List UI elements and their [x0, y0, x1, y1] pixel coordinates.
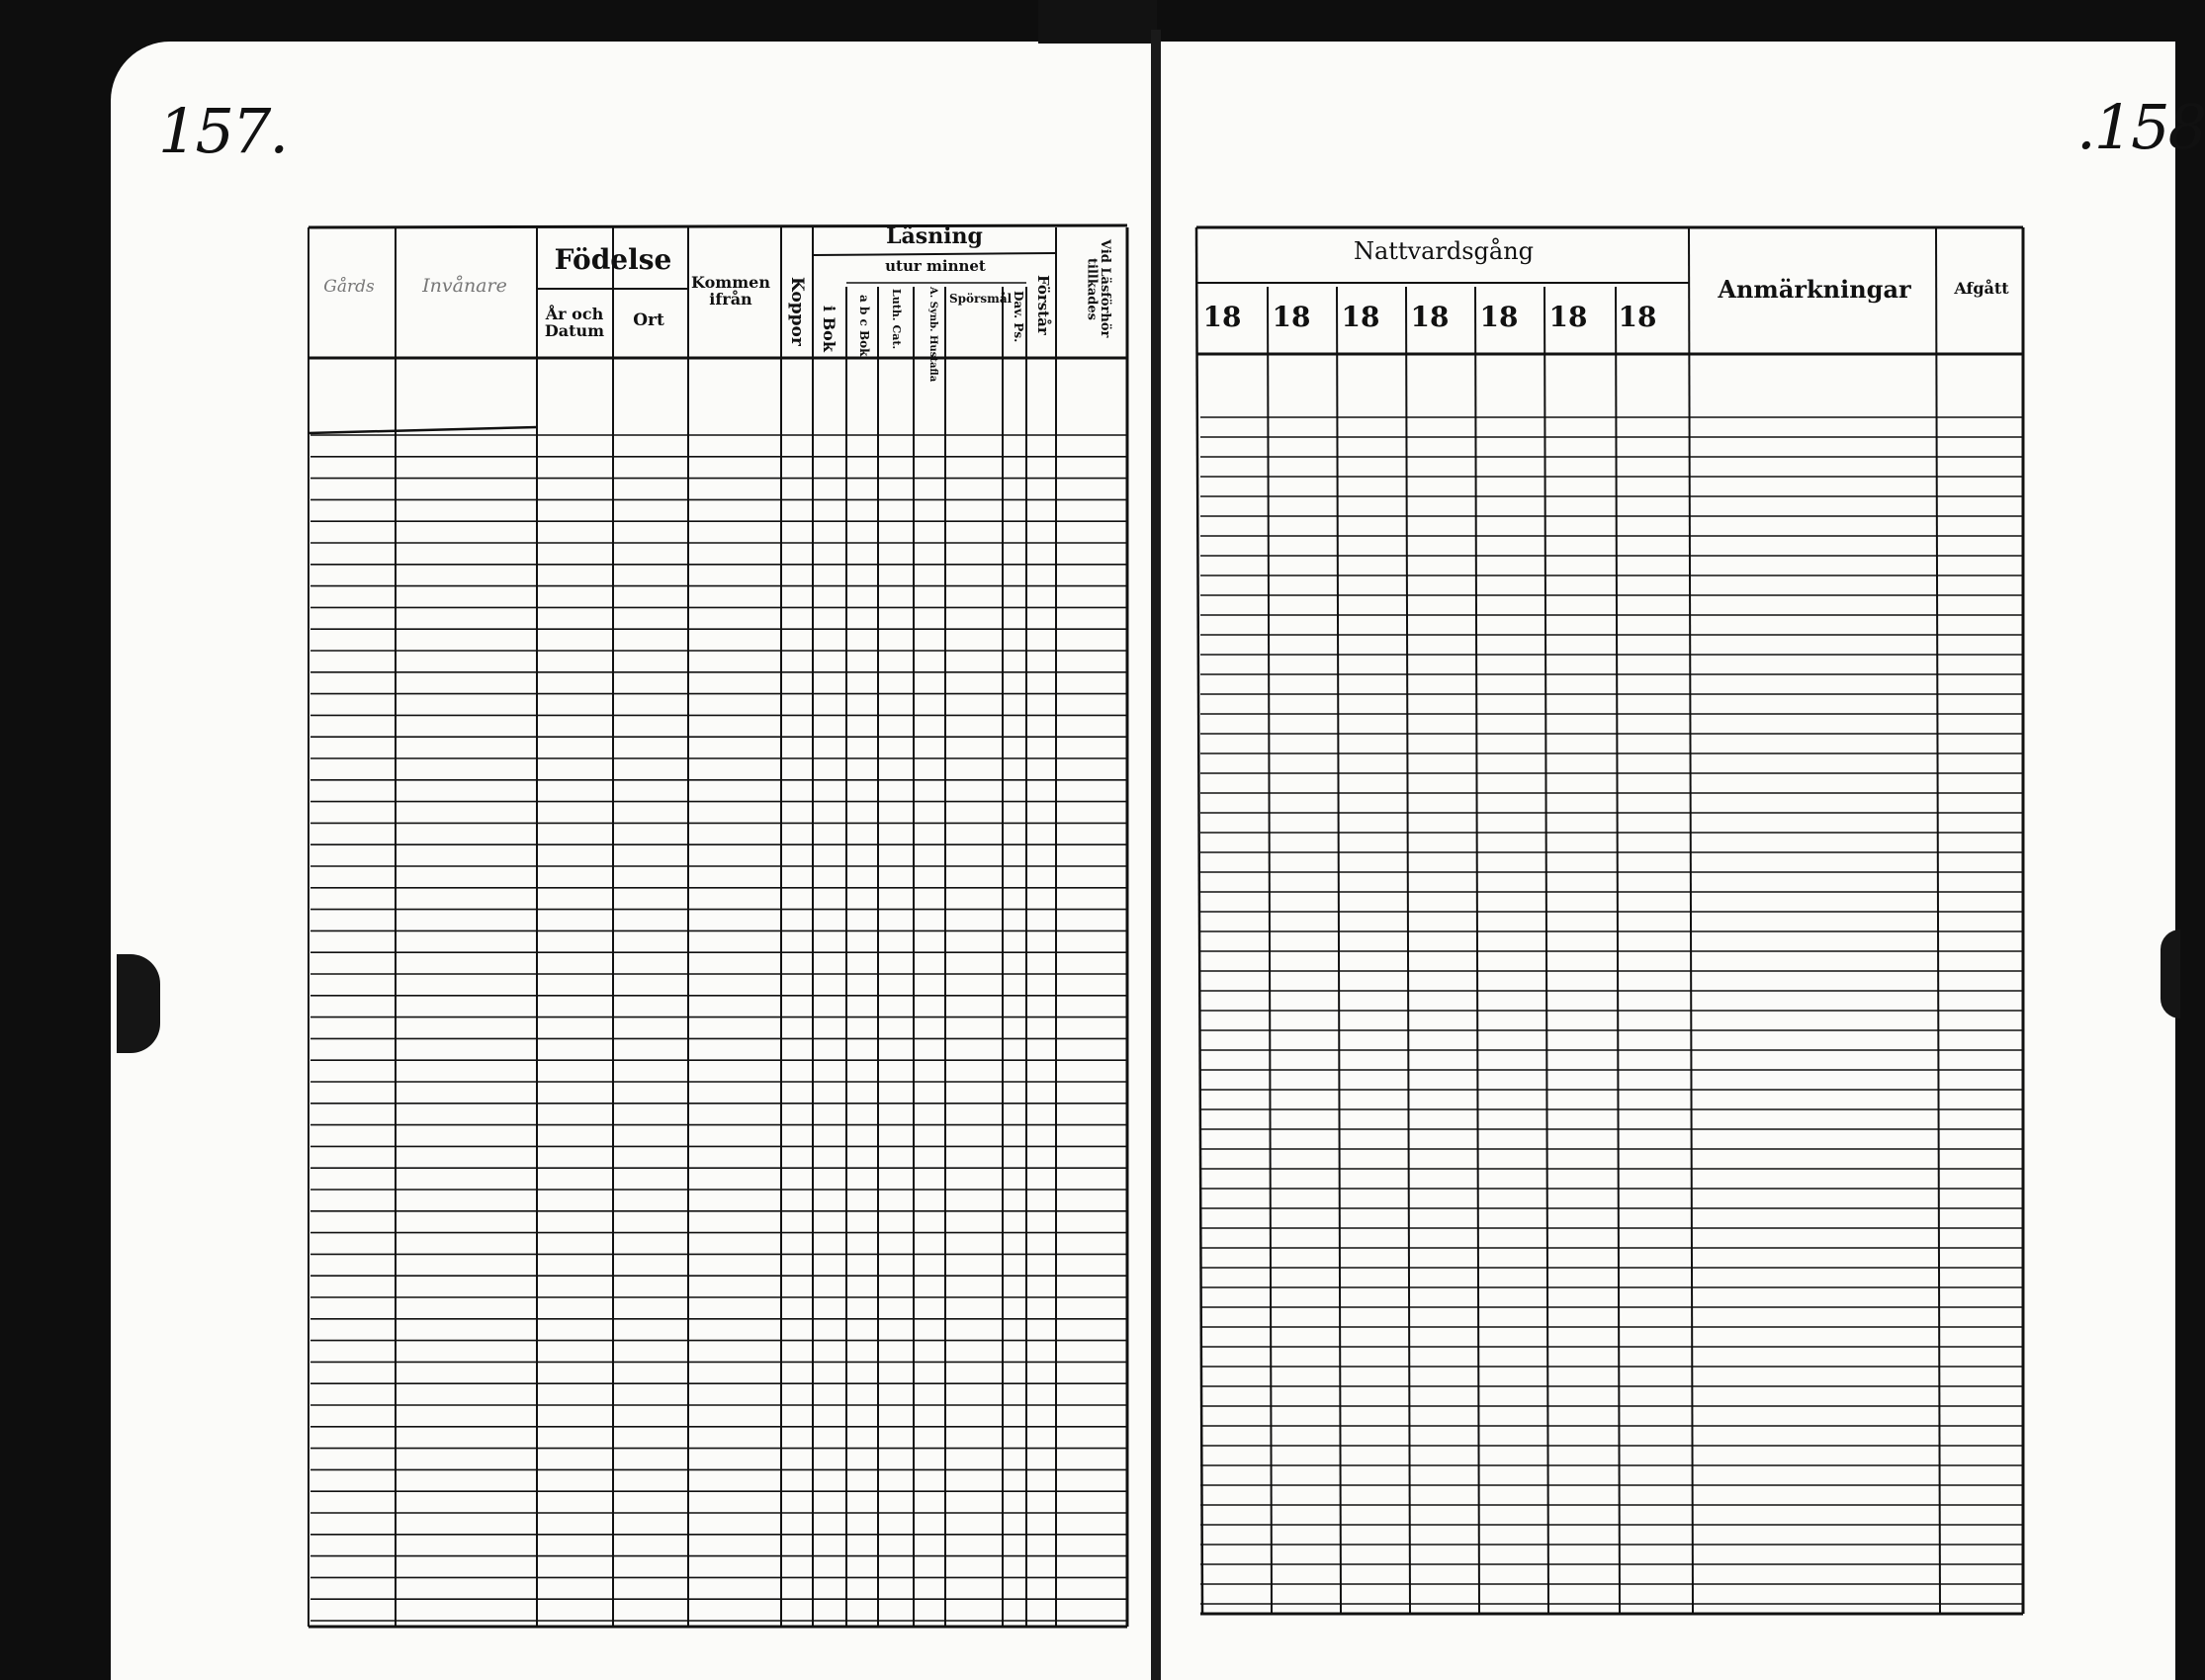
header-lasning: Läsning	[886, 223, 983, 249]
header-i-bok: i Bok	[820, 305, 838, 352]
grid-line-19	[813, 253, 1056, 255]
header-forstar: Förstår	[1034, 274, 1052, 335]
header-luth-cat: Luth. Cat.	[890, 289, 903, 350]
header-year-3: 18	[1341, 301, 1380, 333]
grid-line-88	[1616, 287, 1620, 1614]
header-dav-ps: Dav. Ps.	[1012, 290, 1025, 343]
header-gards: Gårds	[323, 277, 375, 297]
page-number-left: 157.	[158, 95, 288, 167]
grid-line-85	[1406, 287, 1410, 1614]
header-koppor: Koppor	[787, 277, 807, 346]
header-vid-lasforhor: Vid Läsförhör tillkades	[1084, 239, 1112, 338]
header-a-synb-hustafla: A. Synb. Hustafla	[927, 287, 938, 383]
header-ort: Ort	[633, 310, 664, 330]
header-year-1: 18	[1202, 301, 1242, 333]
grid-line-84	[1337, 287, 1341, 1614]
header-anmarkningar: Anmärkningar	[1718, 275, 1911, 304]
header-year-7: 18	[1618, 301, 1657, 333]
header-nattvardsgang: Nattvardsgång	[1353, 237, 1535, 265]
grid-line-83	[1268, 287, 1272, 1614]
header-year-2: 18	[1272, 301, 1311, 333]
header-invanare: Invånare	[422, 275, 507, 297]
header-year-5: 18	[1479, 301, 1519, 333]
header-utur-minnet: utur minnet	[885, 257, 986, 275]
header-afgatt: Afgått	[1954, 279, 2009, 298]
header-year-6: 18	[1548, 301, 1588, 333]
grid-line-87	[1544, 287, 1548, 1614]
header-kommen-ifran: Kommen ifrån	[691, 273, 770, 309]
header-fodelse: Födelse	[554, 243, 672, 276]
grid-line-77	[309, 427, 537, 433]
header-ar-och-datum: År och Datum	[544, 305, 605, 340]
grid-line-86	[1475, 287, 1479, 1614]
header-sporsmal: Spörsmål	[949, 292, 1013, 306]
page-number-right: .158	[2076, 91, 2205, 163]
header-abc-bok: a b c Bok	[857, 294, 871, 357]
header-year-4: 18	[1410, 301, 1450, 333]
